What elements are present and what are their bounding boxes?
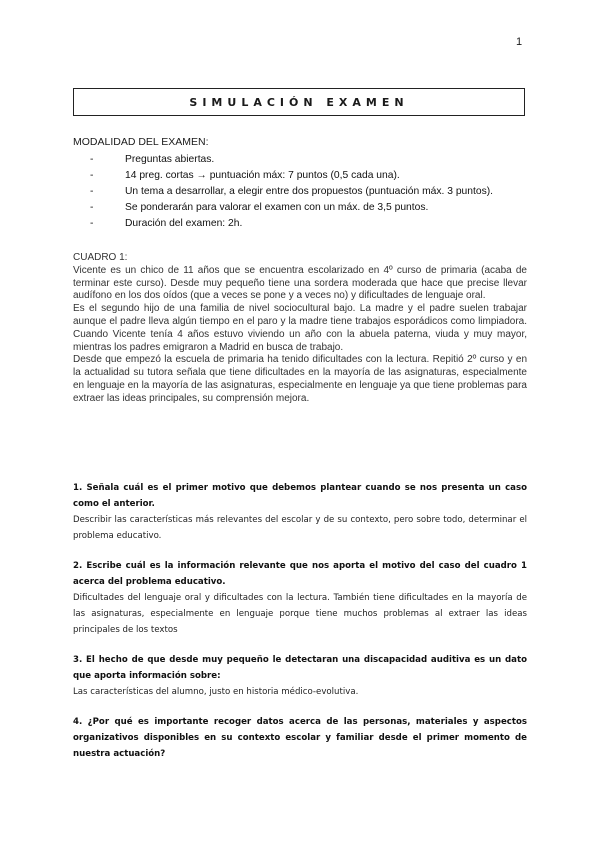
case-paragraph: Desde que empezó la escuela de primaria ha tenido dificultades con la lectura. Repitió 2º curso y en la actualidad su tutora señala que tiene dificultades en la mayoría de las asignaturas, especialmente en lenguaje en la mayoría de las asignaturas, especialmente en lenguaje ya que tiene problemas para extraer las ideas principales, su comprensión mejora. [73, 354, 527, 404]
modality-heading: MODALIDAD DEL EXAMEN: [73, 136, 209, 148]
title-box [73, 88, 525, 116]
answer-text: Describir las características más relevantes del escolar y de su contexto, pero sobre todo, determinar el problema educativo. [73, 515, 527, 541]
case-paragraph: Vicente es un chico de 11 años que se encuentra escolarizado en 4º curso de primaria (acaba de terminar este curso). Desde muy pequeño tiene una sordera moderada que hace que precise llevar audífono en los dos oídos (que a veces se pone y a veces no) y dificultades de lenguaje oral. [73, 264, 527, 302]
modality-item: - Un tema a desarrollar, a elegir entre dos propuestos (puntuación máx. 3 puntos). [90, 184, 533, 200]
question-block [73, 714, 527, 762]
question-block [73, 480, 527, 544]
page-number: 1 [516, 36, 523, 48]
modality-item: - 14 preg. cortas → puntuación máx: 7 puntos (0,5 cada una). [90, 168, 533, 184]
question-block [73, 558, 527, 638]
case-paragraph: Es el segundo hijo de una familia de nivel sociocultural bajo. La madre y el padre suelen trabajar aunque el padre lleva algún tiempo en el paro y la madre tiene trabajos esporádicos como limpiadora. Cuando Vicente tenía 4 años estuvo viviendo un año con la abuela paterna, viuda y muy mayor, mientras los padres emigraron a Madrid en busca de trabajo. [73, 303, 527, 353]
modality-item: - Duración del examen: 2h. [90, 216, 533, 232]
questions-section [73, 480, 527, 776]
question-block [73, 652, 527, 700]
question-text: 4. ¿Por qué es importante recoger datos acerca de las personas, materiales y aspectos organizativos disponibles en su contexto escolar y familiar desde el primer momento de nuestra actuación? [73, 717, 527, 759]
answer-text: Dificultades del lenguaje oral y dificultades con la lectura. También tiene dificultades en la mayoría de las asignaturas, especialmente en lenguaje porque tiene muchos problemas al extraer las ideas principales de los textos [73, 593, 527, 635]
question-text: 1. Señala cuál es el primer motivo que debemos plantear cuando se nos presenta un caso como el anterior. [73, 483, 527, 509]
modality-item: - Se ponderarán para valorar el examen con un máx. de 3,5 puntos. [90, 200, 533, 216]
case-box-1 [73, 252, 527, 406]
document-title: SIMULACIÓN EXAMEN [189, 95, 409, 109]
modality-list [73, 152, 533, 232]
case-label: CUADRO 1: [73, 252, 128, 263]
exam-modality-section [73, 136, 533, 232]
modality-item: - Preguntas abiertas. [90, 152, 533, 168]
question-text: 3. El hecho de que desde muy pequeño le detectaran una discapacidad auditiva es un dato que aporta información sobre: [73, 655, 527, 681]
answer-text: Las características del alumno, justo en historia médico-evolutiva. [73, 687, 359, 697]
question-text: 2. Escribe cuál es la información relevante que nos aporta el motivo del caso del cuadro 1 acerca del problema educativo. [73, 561, 527, 587]
